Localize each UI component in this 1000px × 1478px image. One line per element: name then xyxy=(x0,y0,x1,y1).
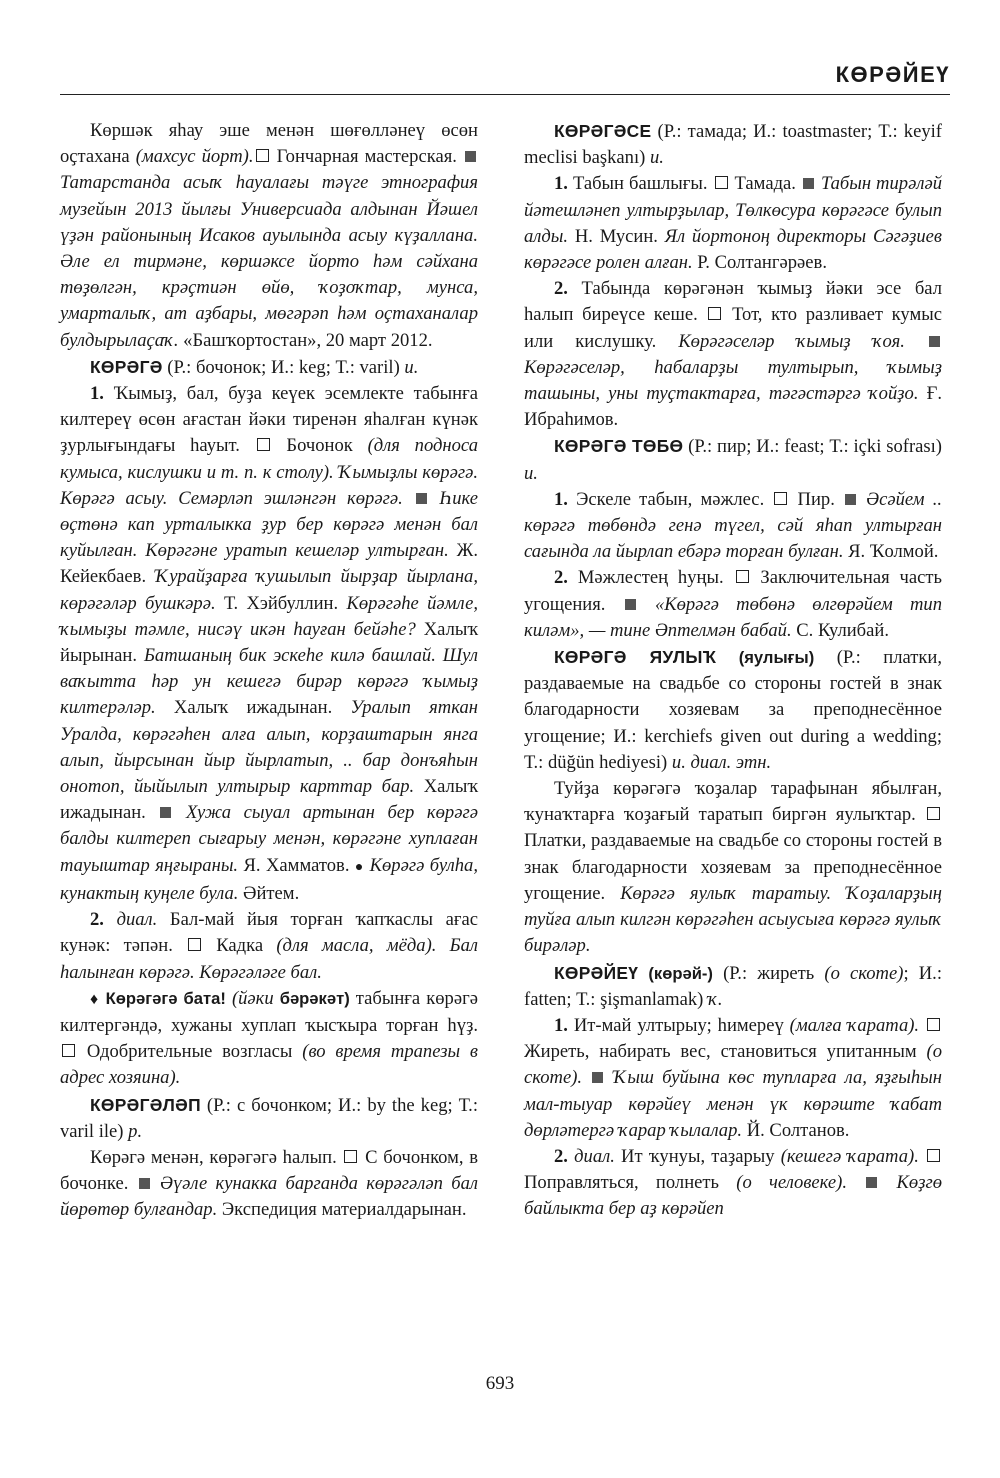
russian-marker-icon xyxy=(188,938,201,951)
sense: 1. Эскеле табын, мәжлес. Пир. Әсәйем .. көрәгә төбөндә генә түгел, сәй яһап ултырған сағында ла йырлап ебәрә торған булған. Я. Ҡолмой. xyxy=(524,488,942,563)
sense: 2. Табында көрәгәнән ҡымыҙ йәки эсе бал һалып биреүсе кеше. Тот, кто разливает кумыс или кислушку. Көрәгәселәр ҡымыҙ ҡоя. Көрәгәселәр, һабаларҙы тултырып, ҡымыҙ ташыны, уны туҫтактарға, тәгәстәргә ҡойҙо. Ғ. Ибраһимов. xyxy=(524,278,942,431)
entry-continuation: Көршәк яһау эше менән шөғөлләнеү өсөн оҫтахана (махсус йорт). Гончарная мастерская. Татарстанда асыҡ һауалағы тәүге этнография музейын 2013 йылғы Универсиада алдынан Йәшел үҙән районының Исаков ауылында асыу күҙаллана. Әле ел тирмәне, көршәксе йорто һәм сәйхана төҙөлгән, крәҫтиән өйө, ҡоҙоҡтар, мунса, умарталыҡ, ат аҙбары, мөгәрәп һәм оҫтаханалар булдырылаҫаҡ. «Башҡортостан», 20 март 2012. xyxy=(60,120,478,351)
headword: КӨРӘГӘ ЯУЛЫҠ xyxy=(554,647,717,668)
example-marker-icon xyxy=(803,178,814,189)
proverb-bullet-icon: ● xyxy=(354,859,365,875)
example-marker-icon xyxy=(465,151,476,162)
headword: КӨРӘГӘ xyxy=(90,356,163,377)
russian-marker-icon xyxy=(927,1149,940,1162)
headword: КӨРӘЙЕҮ xyxy=(554,962,639,983)
sense: 1. Табын башлығы. Тамада. Табын тирәләй йәтешләнеп ултырҙылар, Төлкөсура көрәгәсе булып алды. Н. Мусин. Ял йортоноң директоры Сәгәҙиев көрәгәсе ролен алған. Р. Солтангәрәев. xyxy=(524,173,942,274)
russian-marker-icon xyxy=(736,570,749,583)
page-number: 693 xyxy=(485,1373,515,1394)
russian-marker-icon xyxy=(344,1150,357,1163)
dictionary-entry: КӨРӘГӘСЕ (Р.: тамада; И.: toastmaster; Т.: keyif meclisi başkanı) и. xyxy=(524,121,942,169)
headword: КӨРӘГӘ ТӨБӨ xyxy=(554,436,684,457)
russian-marker-icon xyxy=(715,176,728,189)
russian-marker-icon xyxy=(257,438,270,451)
headword: КӨРӘГӘЛӘП xyxy=(90,1094,201,1115)
example-marker-icon xyxy=(625,599,636,610)
example-marker-icon xyxy=(592,1072,603,1083)
sense: 1. Ҡымыҙ, бал, буҙа кеүек эсемлекте табынға килтереү өсөн ағастан йәки тиренән яһалған күнәк ҙурлығындағы һауыт. Бочонок (для подноса кумыса, кислушки и т. п. к столу). Ҡымыҙлы көрәгә. Көрәгә асыу. Семәрләп эшләнгән көрәгә. Һике өҫтөнә кап урталыкка ҙур бер көрәгә менән бал куйылған. Көрәгәне уратып кешеләр ултырған. Ж. Кейекбаев. Ҡурайҙарға ҡушылып йырҙар йырлана, көрәгәләр бушкәрә. Т. Хэйбуллин. Көрәгәһе йәмле, ҡымыҙы тәмле, нисәү икән һауған бейәһе? Халыҡ йырынан. Батшаның бик эскеһе килә башлай. Шул ваҡытта һәр ун кешегә бирәр көрәгә ҡымыҙ килтерәләр. Халыҡ ижадынан. Уралып яткан Уралда, көрәгәһен алға алып, корҙаштарын янга алып, йырсынан йыр йырлатып, .. бар донъяһын онотоп, йыйылып ултырыр карттар бар. Халыҡ ижадынан. Хужа сыуал артынан бер көрәгә балды килтереп сығарыу менән, көрәгәне хуплаған тауыштар яңғыраны. Я. Хамматов. ● Көрәгә булһа, кунактың куңеле була. Әйтем. xyxy=(60,383,479,904)
example-marker-icon xyxy=(929,336,940,347)
dictionary-entry: КӨРӘГӘ (Р.: бочонок; И.: keg; Т.: varil) и. xyxy=(90,356,419,378)
example-marker-icon xyxy=(866,1177,877,1188)
dictionary-entry: КӨРӘГӘЛӘП (Р.: с бочонком; И.: by the keg; Т.: varil ile) р. xyxy=(60,1094,478,1142)
dictionary-entry: КӨРӘГӘ ТӨБӨ (Р.: пир; И.: feast; Т.: içki sofrası) и. xyxy=(524,436,942,484)
russian-marker-icon xyxy=(927,1018,940,1031)
sense: 1. Ит-май ултырыу; һимереү (малға ҡарата). Жиреть, набирать вес, становиться упитанным (о скоте). Ҡыш буйына көс тупларға ла, яҙғыһын мал-тыуар көрәйеү менән үк көрәште ҡабат дөрләтергә ҡарар ҡылалар. Й. Солтанов. xyxy=(524,1014,942,1141)
dictionary-entry: КӨРӘГӘ ЯУЛЫҠ (яулығы) (Р.: платки, раздаваемые на свадьбе со стороны гостей в знак благодарности хозяевам за преподнесённое угощение; И.: kerchiefs given out during a wedding; Т.: düğün hediyesi) и. диал. этн. xyxy=(524,647,943,773)
right-column xyxy=(524,118,942,1223)
headword: КӨРӘГӘСЕ xyxy=(554,121,652,141)
example-marker-icon xyxy=(416,493,427,504)
sense: 2. Мәжлестең һуңы. Заключительная часть угощения. «Көрәгә төбөнә өлгөрәйем тип киләм», — тине Әптелмән бабай. С. Кулибай. xyxy=(524,567,943,641)
russian-marker-icon xyxy=(774,492,787,505)
running-head-title: КӨРӘЙЕҮ xyxy=(835,62,950,87)
example-marker-icon xyxy=(845,494,856,505)
russian-marker-icon xyxy=(708,307,721,320)
dictionary-entry: КӨРӘЙЕҮ (көрәй-) (Р.: жиреть (о скоте); И.: fatten; Т.: şişmanlamak) ҡ. xyxy=(524,962,942,1010)
russian-marker-icon xyxy=(927,807,940,820)
russian-marker-icon xyxy=(62,1044,75,1057)
sense: 2. диал. Бал-май йыя торған ҡапҡаслы ағас кунәк: тәпән. Кадка (для масла, мёда). Бал һалынған көрәгә. Көрәгәләге бал. xyxy=(60,909,478,983)
example-marker-icon xyxy=(139,1178,150,1189)
russian-marker-icon xyxy=(256,149,269,162)
definition: Туйҙа көрәгәгә ҡоҙалар тарафынан ябылған, ҡунаҡтарға ҡоҙағый таратып биргән яулыҡтар. Платки, раздаваемые на свадьбе со стороны гостей в знак благодарности хозяевам за преподнесённое угощение. Көрәгә яулыҡ таратыу. Ҡоҙаларҙың туйға алып килгән көрәгәһен асыусыға көрәгә яулыҡ бирәләр. xyxy=(524,778,942,957)
example-marker-icon xyxy=(160,807,171,818)
definition: Көрәгә менән, көрәгәгә һалып. С бочонком, в бочонке. Әүәле кунакка барганда көрәгәләп бал йөрөтөр булғандар. Экспедиция материалдарынан. xyxy=(60,1146,479,1221)
left-column xyxy=(60,118,478,1224)
idiom-entry: ♦ Көрәгәгә бата! (йәки бәрәкәт) табынға көрәгә килтергәндә, хужаны хуплап ҡысҡыра торған һүҙ. Одобрительные возгласы (во время трапезы в адрес хозяина). xyxy=(60,987,478,1089)
idiom-diamond-icon: ♦ xyxy=(90,990,100,1008)
running-header xyxy=(60,60,950,95)
sense: 2. диал. Ит ҡунуы, таҙарыу (кешегә ҡарата). Поправляться, полнеть (о человеке). Көҙгө байлыкта бер аҙ көрәйеп xyxy=(524,1145,942,1220)
